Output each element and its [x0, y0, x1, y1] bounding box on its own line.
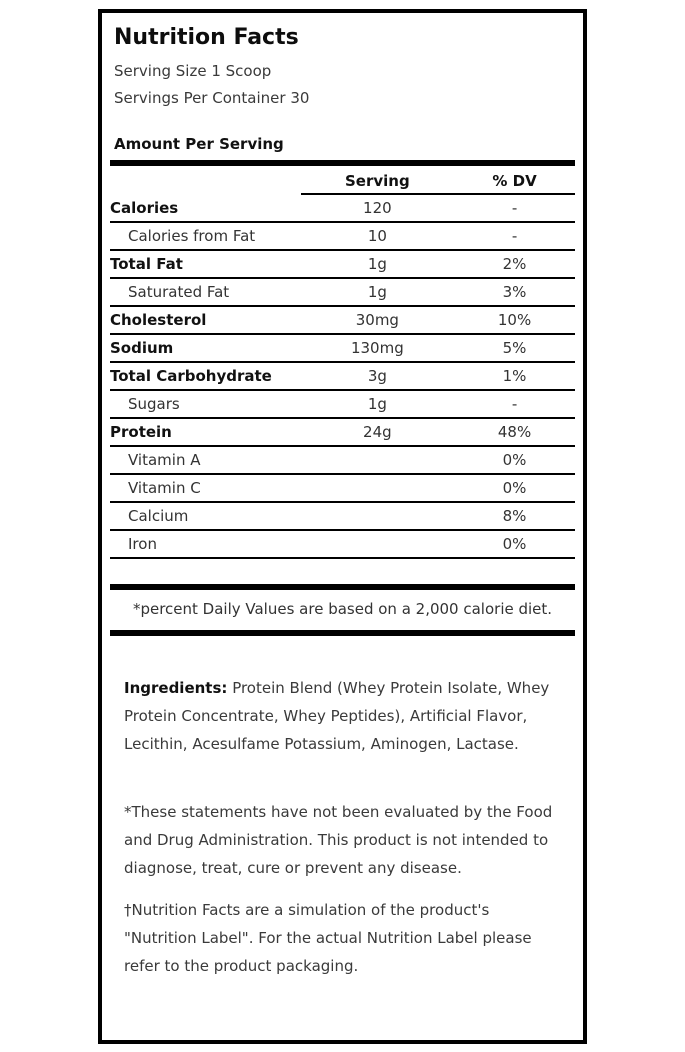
table-row [110, 362, 575, 390]
nutrient-name: Calcium [128, 507, 189, 525]
table-row [110, 222, 575, 250]
table-row [110, 334, 575, 362]
nutrient-serving-value [301, 474, 454, 502]
nutrition-table-section [110, 160, 575, 559]
nutrient-serving-value: 120 [363, 199, 392, 217]
nutrient-serving-value: 1g [367, 395, 387, 413]
column-header-serving: Serving [301, 166, 454, 194]
nutrient-name: Protein [110, 423, 172, 441]
nutrition-table [110, 166, 575, 559]
nutrient-name: Total Carbohydrate [110, 367, 272, 385]
table-row [110, 502, 575, 530]
nutrient-dv-value: - [511, 395, 518, 413]
ingredients-paragraph [124, 674, 553, 758]
nutrient-serving-value: 1g [367, 255, 387, 273]
nutrient-serving-value: 30mg [355, 311, 399, 329]
table-row [110, 390, 575, 418]
nutrient-dv-value: 8% [502, 507, 527, 525]
fda-disclaimer: *These statements have not been evaluated by the Food and Drug Administration. This product is not intended to diagnose, treat, cure or prevent any disease. [124, 803, 553, 877]
nutrient-dv-value: - [511, 227, 518, 245]
nutrient-name: Total Fat [110, 255, 183, 273]
label-title: Nutrition Facts [114, 25, 299, 50]
nutrient-serving-value: 130mg [350, 339, 404, 357]
serving-size: Serving Size 1 Scoop [114, 62, 272, 80]
nutrient-dv-value: - [511, 199, 518, 217]
nutrient-name: Calories from Fat [128, 227, 256, 245]
nutrient-name: Iron [128, 535, 157, 553]
nutrient-name: Vitamin C [128, 479, 201, 497]
ingredients-label: Ingredients: [124, 679, 228, 697]
simulation-note: †Nutrition Facts are a simulation of the product's "Nutrition Label". For the actual Nutrition Label please refer to the product packaging. [124, 901, 532, 975]
column-header-blank [110, 166, 301, 194]
nutrient-dv-value: 0% [502, 479, 527, 497]
amount-per-serving-heading: Amount Per Serving [114, 135, 284, 153]
table-row [110, 446, 575, 474]
nutrient-dv-value: 48% [497, 423, 532, 441]
nutrient-name: Saturated Fat [128, 283, 230, 301]
nutrient-serving-value: 3g [367, 367, 387, 385]
nutrient-name: Vitamin A [128, 451, 201, 469]
nutrient-serving-value: 10 [367, 227, 387, 245]
nutrient-serving-value [301, 446, 454, 474]
table-row [110, 306, 575, 334]
nutrient-dv-value: 2% [502, 255, 527, 273]
table-row [110, 530, 575, 558]
table-header-row [110, 166, 575, 194]
table-row [110, 250, 575, 278]
nutrient-name: Calories [110, 198, 179, 217]
table-row [110, 474, 575, 502]
servings-per-container: Servings Per Container 30 [114, 89, 310, 107]
nutrient-dv-value: 0% [502, 535, 527, 553]
table-row [110, 194, 575, 222]
table-row [110, 278, 575, 306]
nutrient-serving-value [301, 530, 454, 558]
nutrient-name: Sugars [128, 395, 180, 413]
nutrient-serving-value: 24g [363, 423, 392, 441]
ingredients-text: Protein Blend (Whey Protein Isolate, Whey Protein Concentrate, Whey Peptides), Artificial Flavor, Lecithin, Acesulfame Potassium, Aminogen, Lactase. [124, 679, 550, 753]
table-row [110, 418, 575, 446]
nutrient-dv-value: 3% [502, 283, 527, 301]
nutrition-table-body [110, 194, 575, 558]
nutrient-serving-value [301, 502, 454, 530]
column-header-dv: % DV [454, 166, 575, 194]
nutrient-dv-value: 0% [502, 451, 527, 469]
daily-value-footnote: *percent Daily Values are based on a 2,000 calorie diet. [110, 584, 575, 636]
nutrient-dv-value: 1% [502, 367, 527, 385]
nutrient-serving-value: 1g [367, 283, 387, 301]
nutrient-dv-value: 5% [502, 339, 527, 357]
nutrient-dv-value: 10% [497, 311, 532, 329]
nutrient-name: Sodium [110, 339, 174, 357]
nutrient-name: Cholesterol [110, 311, 207, 329]
nutrition-label [98, 9, 587, 1044]
